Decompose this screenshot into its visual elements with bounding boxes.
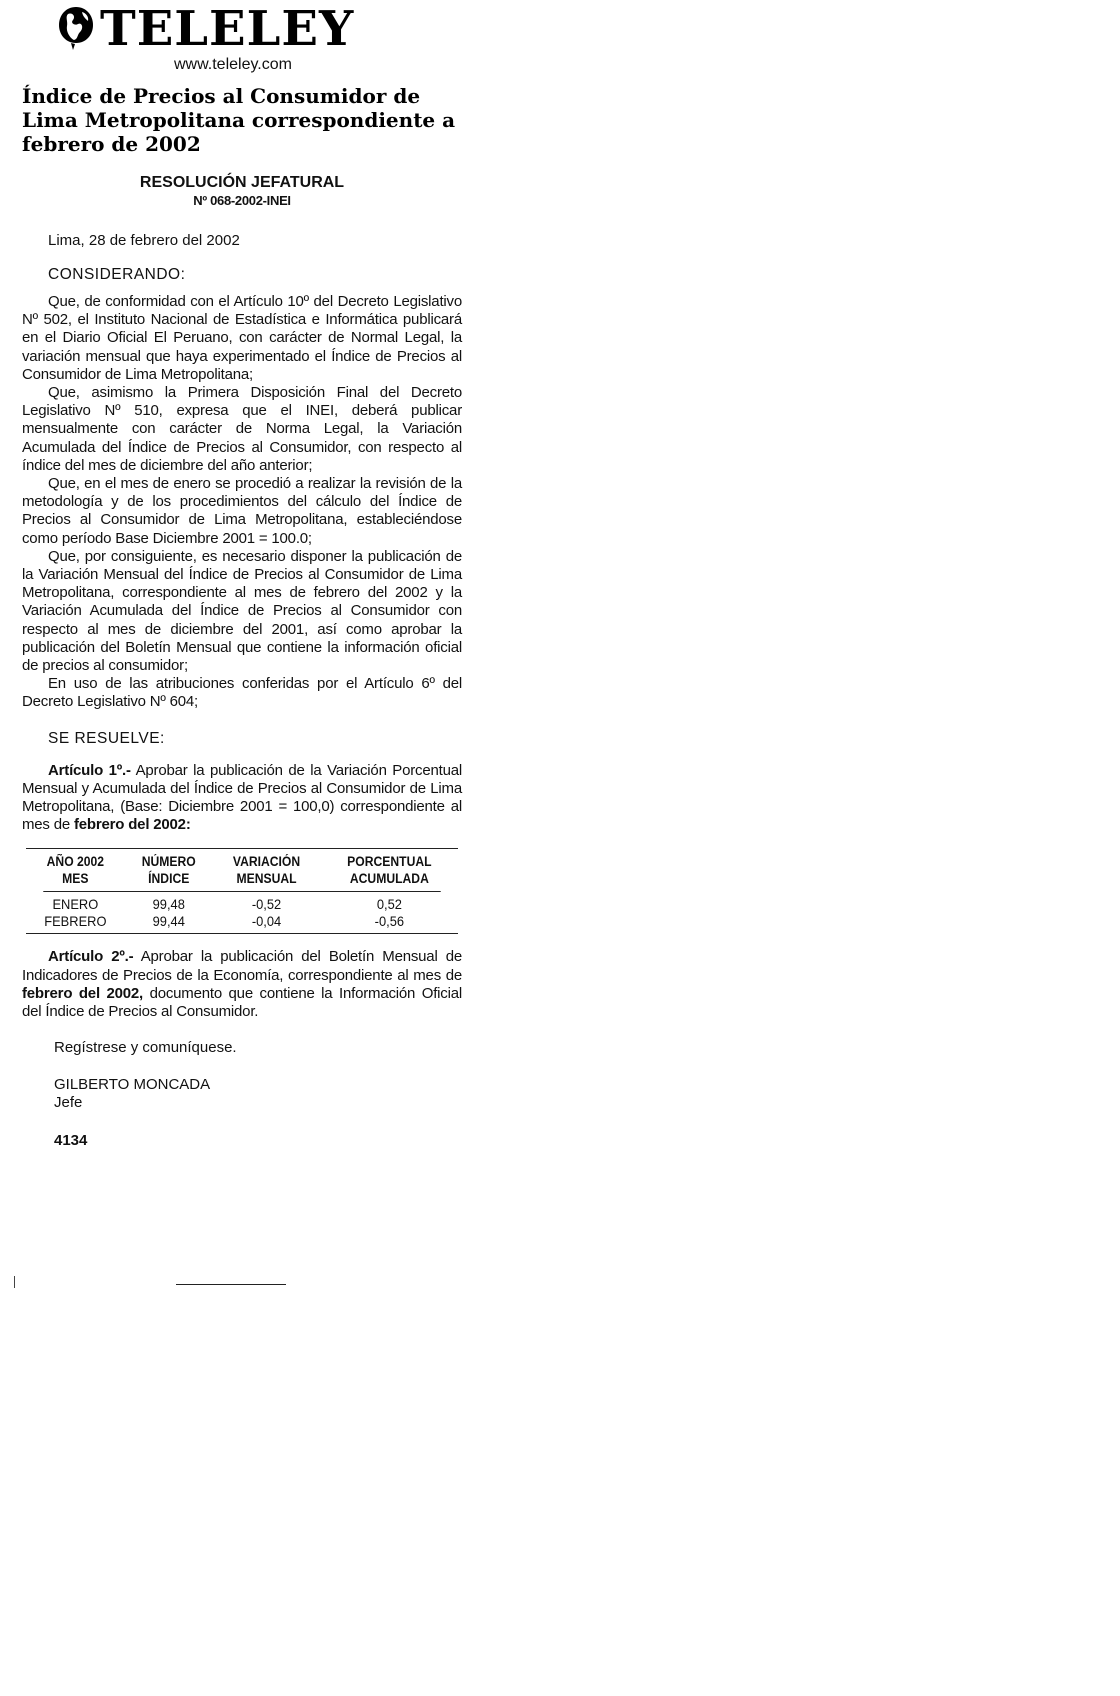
resolution-number: Nº 068-2002-INEI xyxy=(193,193,291,208)
se-resuelve-heading: SE RESUELVE: xyxy=(48,729,165,747)
document-column xyxy=(22,0,462,1149)
resolution-title: RESOLUCIÓN JEFATURAL xyxy=(139,174,345,191)
header-index: NÚMERO ÍNDICE xyxy=(141,854,196,887)
paragraph: Que, asimismo la Primera Disposición Final del Decreto Legislativo Nº 510, expresa que el INEI, deberá publicar mensualmente con carácter de Norma Legal, la Variación Acumulada del Índice de Precios al Consumidor, con respecto al índice del mes de diciembre del año anterior; xyxy=(22,384,462,474)
paragraph: Que, de conformidad con el Artículo 10º del Decreto Legislativo Nº 502, el Instituto Nacional de Estadística e Informática publicará en el Diario Oficial El Peruano, con carácter de Normal Legal, la variación mensual que haya experimentado el Índice de Precios al Consumidor de Lima Metropolitana; xyxy=(22,293,462,383)
signatory-name: GILBERTO MONCADA xyxy=(54,1076,211,1094)
cell-monthly: -0,52 xyxy=(252,896,282,913)
article-2-label: Artículo 2º.- xyxy=(48,948,134,966)
cell-month: ENERO xyxy=(52,896,99,913)
header-month: AÑO 2002 MES xyxy=(46,854,105,887)
closing-formula: Regístrese y comuníquese. xyxy=(54,1039,237,1057)
globe-icon xyxy=(56,4,96,50)
paragraph: En uso de las atribuciones conferidas por el Artículo 6º del Decreto Legislativo Nº 604; xyxy=(22,675,462,711)
table-header-row xyxy=(26,849,458,891)
masthead xyxy=(22,0,462,84)
considerando-heading: CONSIDERANDO: xyxy=(48,266,186,283)
cell-accumulated: -0,56 xyxy=(374,913,405,930)
cell-index: 99,48 xyxy=(152,896,185,913)
signature-block xyxy=(54,1076,462,1112)
brand-name: TELELEY xyxy=(100,1,355,57)
article-2-text-end: documento que contiene la Información Oficial del Índice de Precios al Consumidor. xyxy=(22,984,463,1021)
article-1-text: Aprobar la publicación de la Variación Porcentual Mensual y Acumulada del Índice de Precios al Consumidor de Lima Metropolitana, (Base: Diciembre 2001 = 100,0) correspondiente al mes de xyxy=(22,761,462,834)
signatory-role: Jefe xyxy=(54,1094,83,1112)
table-bottom-rule xyxy=(26,933,458,934)
cell-accumulated: 0,52 xyxy=(377,896,403,913)
document-title: Índice de Precios al Consumidor de Lima Metropolitana correspondiente a febrero de 2002 xyxy=(22,84,456,156)
cell-month: FEBRERO xyxy=(44,913,107,930)
cell-monthly: -0,04 xyxy=(252,913,282,930)
article-1 xyxy=(22,762,462,835)
paragraph: Que, por consiguiente, es necesario disponer la publicación de la Variación Mensual del Índice de Precios al Consumidor de Lima Metropolitana, correspondiente al mes de febrero del 2002 y la Variación Acumulada del Índice de Precios al Consumidor con respecto al mes de diciembre del 2001, así como aprobar la publicación del Boletín Mensual que contiene la información oficial de precios al consumidor; xyxy=(22,547,462,675)
ipc-table-wrapper xyxy=(26,848,458,934)
page-number: 4134 xyxy=(54,1132,88,1150)
resolution-heading xyxy=(22,174,462,210)
article-1-label: Artículo 1º.- xyxy=(48,761,131,779)
header-monthly-variation: VARIACIÓN MENSUAL xyxy=(233,854,301,887)
ipc-table xyxy=(26,849,458,933)
header-accumulated-percentage: PORCENTUAL ACUMULADA xyxy=(347,854,432,887)
article-2-text: Aprobar la publicación del Boletín Mensual de Indicadores de Precios de la Economía, correspondiente al mes de xyxy=(22,948,463,984)
article-2 xyxy=(22,948,462,1021)
table-row xyxy=(26,913,458,933)
footer-rule xyxy=(176,1284,286,1285)
article-2-bold: febrero del 2002, xyxy=(22,984,143,1002)
article-1-bold: febrero del 2002: xyxy=(73,816,191,834)
table-row xyxy=(26,892,458,913)
website-link[interactable]: www.teleley.com xyxy=(174,56,292,73)
document-date: Lima, 28 de febrero del 2002 xyxy=(48,232,240,249)
margin-tick xyxy=(14,1276,15,1288)
paragraph: Que, en el mes de enero se procedió a realizar la revisión de la metodología y de los procedimientos del cálculo del Índice de Precios al Consumidor de Lima Metropolitana, estableciéndose como período Base Diciembre 2001 = 100.0; xyxy=(22,475,462,547)
considerando-paragraphs xyxy=(22,293,462,712)
cell-index: 99,44 xyxy=(152,913,185,930)
